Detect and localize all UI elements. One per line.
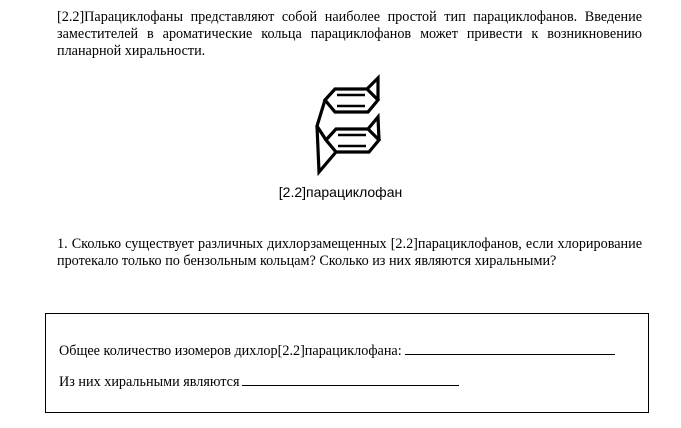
question-1: 1. Сколько существует различных дихлорзамещенных [2.2]парациклофанов, если хлорирование протекало только по бензольным кольцам? Сколько из них являются хиральными? [57,236,642,269]
answer-blank-total[interactable] [405,342,615,355]
answer-blank-chiral[interactable] [242,373,459,386]
upper-benzene-ring [325,89,378,112]
answer-line-total [59,342,615,360]
answer-label-chiral: Из них хиральными являются [59,374,240,390]
answer-line-chiral [59,373,459,391]
answer-label-total: Общее количество изомеров дихлор[2.2]парациклофана: [59,343,402,359]
intro-paragraph: [2.2]Парациклофаны представляют собой наиболее простой тип парациклофанов. Введение заместителей в ароматические кольца парациклофанов может привести к возникновению планарной хиральности. [57,9,642,59]
paracyclophane-structure-diagram [300,74,390,180]
answer-box [45,313,649,413]
figure-caption: [2.2]парациклофан [278,184,403,200]
lower-benzene-ring [326,129,379,152]
